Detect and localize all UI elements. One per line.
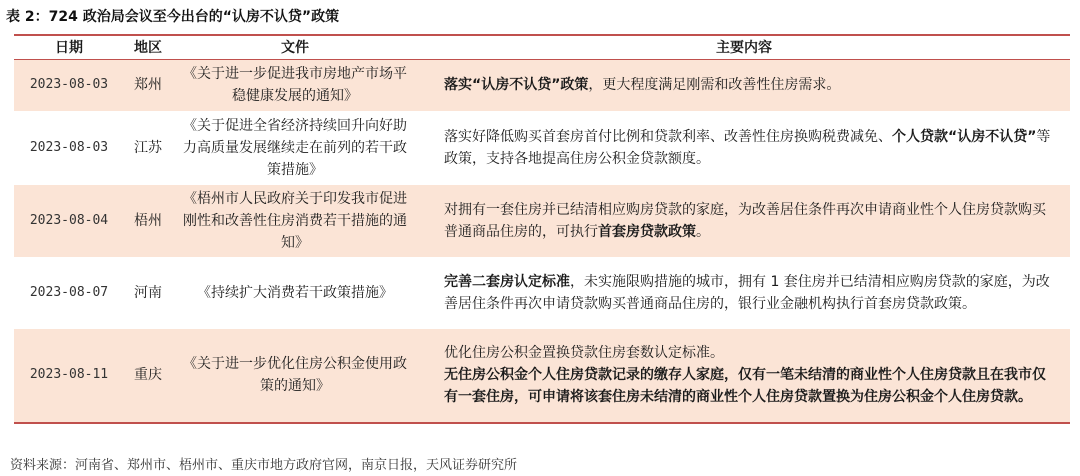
table-caption: 表 2：724 政治局会议至今出台的“认房不认贷”政策 <box>6 9 340 25</box>
row-content <box>418 111 1070 184</box>
header-doc: 文件 <box>172 35 418 59</box>
content-text: 等政策，支持各地提高住房公积金贷款额度。 <box>444 128 1051 167</box>
source-note: 资料来源：河南省、郑州市、梧州市、重庆市地方政府官网，南京日报，天风证券研究所 <box>10 458 518 473</box>
table-row <box>14 328 1070 423</box>
content-bold: 个人贷款“认房不认贷” <box>892 128 1037 145</box>
header-content: 主要内容 <box>418 35 1070 59</box>
content-bold: 落实“认房不认贷”政策 <box>444 77 589 93</box>
row-date: 2023-08-11 <box>14 328 124 423</box>
table-row <box>14 257 1070 328</box>
policy-table <box>14 34 1070 424</box>
table-header <box>14 35 1070 59</box>
header-row <box>14 35 1070 59</box>
content-bold: 无住房公积金个人住房贷款记录的缴存人家庭，仅有一笔未结清的商业性个人住房贷款且在我市仅有一套住房，可申请将该套住房未结清的商业性个人住房贷款置换为住房公积金个人住房贷款。 <box>444 367 1046 406</box>
row-content <box>418 257 1070 328</box>
content-text: 优化住房公积金置换贷款住房套数认定标准。 <box>444 345 724 362</box>
content-text: 对拥有一套住房并已结清相应购房贷款的家庭，为改善居住条件再次申请商业性个人住房贷款购买普通商品住房的，可执行 <box>444 201 1046 240</box>
row-region: 河南 <box>124 257 172 328</box>
row-date: 2023-08-04 <box>14 184 124 257</box>
table-row <box>14 111 1070 184</box>
content-text: ，更大程度满足刚需和改善性住房需求。 <box>588 77 841 93</box>
row-doc: 《梧州市人民政府关于印发我市促进刚性和改善性住房消费若干措施的通知》 <box>172 184 418 257</box>
row-region: 重庆 <box>124 328 172 423</box>
row-date: 2023-08-07 <box>14 257 124 328</box>
row-content <box>418 59 1070 111</box>
row-region: 郑州 <box>124 59 172 111</box>
table-body <box>14 59 1070 423</box>
table-row <box>14 184 1070 257</box>
row-doc: 《关于进一步促进我市房地产市场平稳健康发展的通知》 <box>172 59 418 111</box>
row-date: 2023-08-03 <box>14 111 124 184</box>
row-content <box>418 184 1070 257</box>
content-bold: 首套房贷款政策 <box>598 223 696 240</box>
row-doc: 《关于促进全省经济持续回升向好助力高质量发展继续走在前列的若干政策措施》 <box>172 111 418 184</box>
header-region: 地区 <box>124 35 172 59</box>
content-bold: 完善二套房认定标准 <box>444 273 570 290</box>
row-date: 2023-08-03 <box>14 59 124 111</box>
table-row <box>14 59 1070 111</box>
policy-table-container <box>14 34 1070 424</box>
content-text: ，未实施限购措施的城市，拥有 1 套住房并已结清相应购房贷款的家庭，为改善居住条件再次申请贷款购买普通商品住房的，银行业金融机构执行首套房贷款政策。 <box>444 273 1050 312</box>
header-date: 日期 <box>14 35 124 59</box>
row-content <box>418 328 1070 423</box>
content-text: 落实好降低购买首套房首付比例和贷款利率、改善性住房换购税费减免、 <box>444 128 892 145</box>
row-region: 江苏 <box>124 111 172 184</box>
row-region: 梧州 <box>124 184 172 257</box>
row-doc: 《关于进一步优化住房公积金使用政策的通知》 <box>172 328 418 423</box>
content-text: 。 <box>696 223 710 240</box>
row-doc: 《持续扩大消费若干政策措施》 <box>172 257 418 328</box>
